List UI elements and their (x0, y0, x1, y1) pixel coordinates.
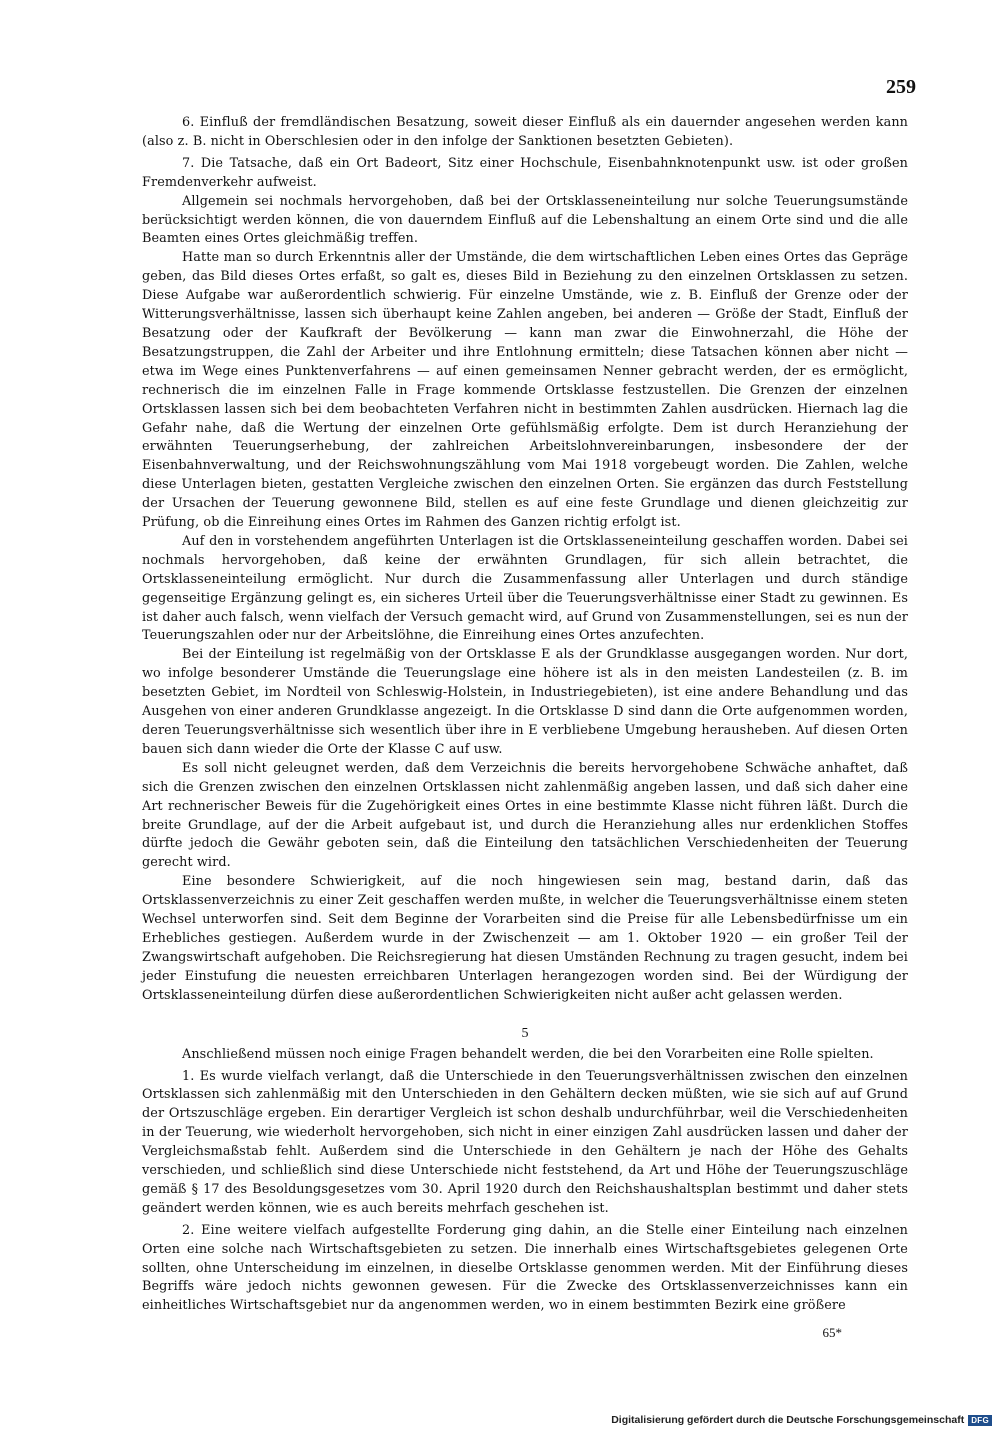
paragraph-7: Es soll nicht geleugnet werden, daß dem Verzeichnis die bereits hervorgehobene Schwäche anhaftet, daß sich die Grenzen zwischen den einzelnen Ortsklassen nicht zahlenmäßig angeben lassen, und daß sich daher eine Art rechnerischer Beweis für die Zugehörigkeit eines Ortes in eine bestimmte Klasse nicht führen läßt. Durch die breite Grundlage, auf der die Arbeit aufgebaut ist, und durch die Heranziehung alles nur erdenklichen Stoffes dürfte jedoch die Gewähr geboten sein, daß die Einteilung den tatsächlichen Verschiedenheiten der Teuerung gerecht wird. (142, 760, 908, 871)
page-body (142, 114, 908, 1316)
section-paragraph-1: Anschließend müssen noch einige Fragen behandelt werden, die bei den Vorarbeiten eine Rolle spielten. (182, 1046, 874, 1062)
section-number: 5 (521, 1025, 529, 1041)
dfg-logo-icon: DFG (968, 1415, 992, 1426)
footer-credit-text: Digitalisierung gefördert durch die Deutsche Forschungsgemeinschaft (611, 1414, 965, 1426)
paragraph-3: Allgemein sei nochmals hervorgehoben, daß bei der Ortsklasseneinteilung nur solche Teuerungsumstände berücksichtigt werden können, die von dauerndem Einfluß auf die Lebenshaltung an einem Orte sind und die alle Beamten eines Ortes gleichmäßig treffen. (142, 193, 908, 247)
page-number: 259 (886, 76, 916, 98)
section-paragraph-2: 1. Es wurde vielfach verlangt, daß die Unterschiede in den Teuerungsverhältnissen zwischen den einzelnen Ortsklassen sich zahlenmäßig mit den Unterschieden in den Gehältern decken müßten, wie sie sich auf auf Grund der Ortszuschläge ergeben. Ein derartiger Vergleich ist schon deshalb undurchführbar, weil die Verschiedenheiten in der Teuerung, wie wiederholt hervorgehoben, sich nicht in einer einzigen Zahl ausdrücken lassen und daher der Vergleichsmaßstab fehlt. Außerdem sind die Unterschiede in den Gehältern je nach der Höhe des Gehalts verschieden, und schließlich sind diese Unterschiede nicht feststehend, da Art und Höhe der Teuerungszuschläge gemäß § 17 des Besoldungsgesetzes vom 30. April 1920 durch den Reichshaushaltsplan bestimmt und daher stets geändert werden können, wie es auch bereits mehrfach geschehen ist. (142, 1068, 908, 1216)
section-paragraph-3: 2. Eine weitere vielfach aufgestellte Forderung ging dahin, an die Stelle einer Einteilung nach einzelnen Orten eine solche nach Wirtschaftsgebieten zu setzen. Die innerhalb eines Wirtschaftsgebietes gelegenen Orte sollten, ohne Unterscheidung im einzelnen, in dieselbe Ortsklasse genommen werden. Mit der Einführung dieses Begriffs wäre jedoch nichts gewonnen gewesen. Für die Zwecke des Ortsklassenverzeichnisses kann ein einheitliches Wirtschaftsgebiet nur da angenommen werden, wo in einem bestimmten Bezirk eine größere (142, 1222, 908, 1314)
paragraph-6: Bei der Einteilung ist regelmäßig von der Ortsklasse E als der Grundklasse ausgegangen worden. Nur dort, wo infolge besonderer Umstände die Teuerungslage eine höhere ist als in den meisten Landesteilen (z. B. im besetzten Gebiet, im Nordteil von Schleswig-Holstein, in Industriegebieten), ist eine andere Behandlung und das Ausgehen von einer anderen Grundklasse angezeigt. In die Ortsklasse D sind dann die Orte aufgenommen worden, deren Teuerungsverhältnisse sich wesentlich über ihre in E verbliebene Umgebung herausheben. Auf diesen Orten bauen sich dann wieder die Orte der Klasse C auf usw. (142, 647, 908, 757)
paragraph-1: 6. Einfluß der fremdländischen Besatzung, soweit dieser Einfluß als ein dauernder angesehen werden kann (also z. B. nicht in Oberschlesien oder in den infolge der Sanktionen besetzten Gebieten). (142, 115, 908, 149)
paragraph-5: Auf den in vorstehendem angeführten Unterlagen ist die Ortsklasseneinteilung geschaffen worden. Dabei sei nochmals hervorgehoben, daß keine der erwähnten Grundlagen, für sich allein betrachtet, die Ortsklasseneinteilung ermöglicht. Nur durch die Zusammenfassung aller Unterlagen und durch ständige gegenseitige Ergänzung gelingt es, ein sicheres Urteil über die Teuerungsverhältnisse einer Stadt zu gewinnen. Es ist daher auch falsch, wenn vielfach der Versuch gemacht wird, auf Grund von Zusammenstellungen, sei es nun der Teuerungszahlen oder nur der Arbeitslöhne, die Einreihung eines Ortes anzufechten. (142, 533, 908, 644)
signature-mark: 65* (822, 1325, 842, 1340)
paragraph-8: Eine besondere Schwierigkeit, auf die noch hingewiesen sein mag, bestand darin, daß das Ortsklassenverzeichnis zu einer Zeit geschaffen werden mußte, in welcher die Teuerungsverhältnisse einem steten Wechsel unterworfen sind. Seit dem Beginne der Vorarbeiten sind die Preise für alle Lebensbedürfnisse um ein Erhebliches gestiegen. Außerdem wurde in der Zwischenzeit — am 1. Oktober 1920 — ein großer Teil der Zwangswirtschaft aufgehoben. Die Reichsregierung hat diesen Umständen Rechnung zu tragen gesucht, indem bei jeder Einstufung die neuesten erreichbaren Unterlagen herangezogen worden sind. Bei der Würdigung der Ortsklasseneinteilung dürfen diese außerordentlichen Schwierigkeiten nicht außer acht gelassen werden. (142, 874, 908, 1003)
footer-credit (611, 1414, 992, 1426)
paragraph-2: 7. Die Tatsache, daß ein Ort Badeort, Sitz einer Hochschule, Eisenbahnknotenpunkt usw. ist oder großen Fremdenverkehr aufweist. (142, 155, 908, 190)
paragraph-4: Hatte man so durch Erkenntnis aller der Umstände, die dem wirtschaftlichen Leben eines Ortes das Gepräge geben, das Bild dieses Ortes erfaßt, so galt es, dieses Bild in Beziehung zu den einzelnen Ortsklassen zu setzen. Diese Aufgabe war außerordentlich schwierig. Für einzelne Umstände, wie z. B. Einfluß der Grenze oder der Witterungsverhältnisse, lassen sich überhaupt keine Zahlen angeben, bei anderen — Größe der Stadt, Einfluß der Besatzung oder der Kaufkraft der Bevölkerung — kann man zwar die Einwohnerzahl, die Höhe der Besatzungstruppen, die Zahl der Arbeiter und ihre Entlohnung ermitteln; diese Tatsachen können aber nicht — etwa im Wege eines Punktenverfahrens — auf einen gemeinsamen Nenner gebracht werden, der es ermöglicht, rechnerisch die im einzelnen Falle in Frage kommende Ortsklasse festzustellen. Die Grenzen der einzelnen Ortsklassen lassen sich bei dem beobachteten Verfahren nicht in bestimmten Zahlen ausdrücken. Hiernach lag die Gefahr nahe, daß die Wertung der einzelnen Orte gefühlsmäßig erfolgte. Dem ist durch Heranziehung der erwähnten Teuerungserhebung, der zahlreichen Arbeitslohnvereinbarungen, insbesondere der der Eisenbahnverwaltung, und der Reichswohnungszählung vom Mai 1918 vorgebeugt worden. Die Zahlen, welche diese Unterlagen bieten, gestatten Vergleiche zwischen den einzelnen Orten. Sie ergänzen das durch Feststellung der Ursachen der Teuerung gewonnene Bild, stellen es auf eine feste Grundlage und dienen gleichzeitig zur Prüfung, ob die Einreihung eines Ortes im Rahmen des Ganzen richtig erfolgt ist. (142, 250, 908, 531)
